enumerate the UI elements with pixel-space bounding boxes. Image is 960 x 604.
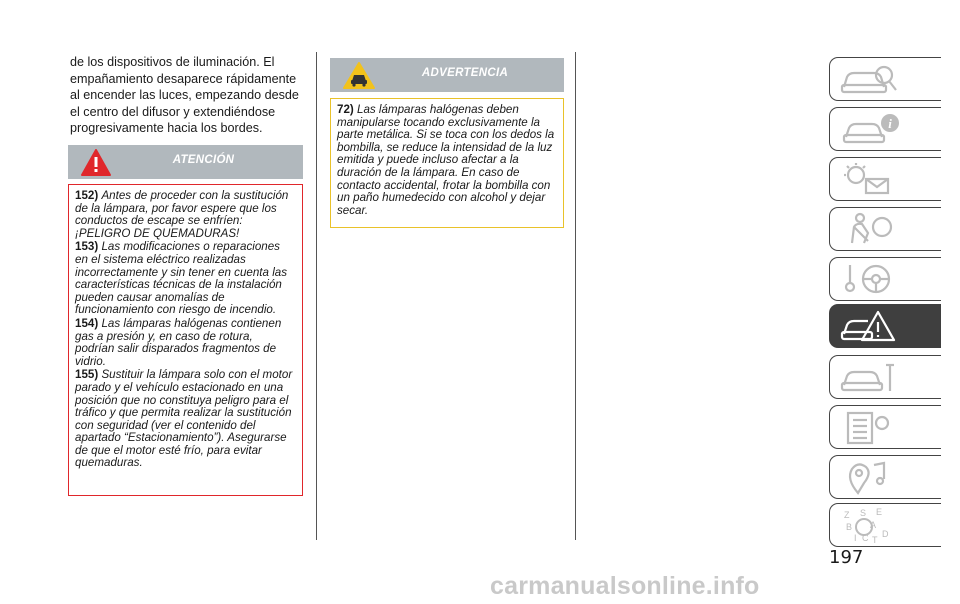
note-text: Las lámparas halógenas contienen gas a presión y, en caso de rotura, podrían salir disparados fragmentos de vidrio. (75, 316, 282, 368)
svg-text:E: E (876, 507, 883, 517)
chapter-tab-starting-driving[interactable] (829, 257, 941, 301)
car-maintenance-icon (838, 359, 908, 397)
tech-specs-icon (838, 409, 908, 447)
svg-text:S: S (860, 508, 867, 518)
attention-body (68, 184, 303, 496)
svg-text:I: I (854, 533, 857, 543)
chapter-tab-getting-to-know[interactable] (829, 57, 941, 101)
note-number: 153) (75, 240, 99, 254)
column-divider-1 (316, 52, 317, 540)
attention-note (75, 241, 294, 317)
note-number: 154) (75, 316, 99, 330)
attention-header (68, 145, 303, 179)
alphabetical-index-icon (838, 507, 908, 545)
svg-text:A: A (870, 520, 877, 530)
multimedia-icon (838, 459, 908, 497)
page-number: 197 (829, 547, 864, 568)
car-emergency-icon (838, 308, 908, 346)
warning-note (337, 104, 555, 217)
chapter-tab-warning-lights[interactable] (829, 157, 941, 201)
chapter-tab-emergency[interactable] (829, 304, 941, 348)
car-search-icon (838, 61, 908, 99)
svg-text:B: B (846, 522, 853, 532)
note-number: 72) (337, 103, 354, 116)
key-steering-icon (838, 261, 908, 299)
attention-note (75, 318, 294, 368)
svg-text:C: C (862, 533, 869, 543)
warning-body (330, 98, 564, 228)
svg-text:T: T (872, 535, 878, 545)
warning-header (330, 58, 564, 92)
attention-note (75, 190, 294, 240)
watermark-text: carmanualsonline.info (490, 572, 760, 600)
chapter-tab-index[interactable] (829, 503, 941, 547)
column-divider-2 (575, 52, 576, 540)
svg-text:Z: Z (844, 510, 850, 520)
svg-text:D: D (882, 529, 889, 539)
note-text: Sustituir la lámpara solo con el motor parado y el vehículo estacionado en una posición que no constituya peligro para el tráfico y que permita realizar la sustitución con seguridad (ver el contenido del apartado “Estacionamiento”). Asegurarse de que el motor esté frío, para evitar quemaduras. (75, 368, 293, 470)
note-text: Antes de proceder con la sustitución de la lámpara, por favor espere que los conductos de escape se enfríen: ¡PELIGRO DE QUEMADURAS! (75, 189, 289, 240)
car-info-icon (838, 111, 908, 149)
chapter-tab-technical-data[interactable] (829, 405, 941, 449)
note-text: Las modificaciones o reparaciones en el sistema eléctrico realizadas incorrectamente y sin tener en cuenta las características técnicas de la instalación pueden causar anomalías de funcionamiento con riesgo de incendio. (75, 240, 288, 317)
chapter-tab-safety[interactable] (829, 207, 941, 251)
attention-note (75, 369, 294, 470)
svg-text:i: i (888, 116, 892, 131)
note-text: Las lámparas halógenas deben manipularse tocando exclusivamente la parte metálica. Si se toca con los dedos la bombilla, se reduce la intensidad de la luz emitida y puede incluso afectar a la duración de la lámpara. En caso de contacto accidental, frotar la bombilla con un paño humedecido con alcohol y dejar secar. (337, 103, 555, 217)
chapter-tab-maintenance[interactable] (829, 355, 941, 399)
seatbelt-airbag-icon (838, 211, 908, 249)
note-number: 155) (75, 368, 99, 382)
chapter-tab-multimedia[interactable] (829, 455, 941, 499)
intro-paragraph: de los dispositivos de iluminación. El empañamiento desaparece rápidamente al encender las luces, empezando desde el centro del difusor y extendiéndose progresivamente hacia los bordes. (70, 55, 299, 136)
warning-lights-icon (838, 161, 908, 199)
chapter-tab-dashboard[interactable] (829, 107, 941, 151)
note-number: 152) (75, 189, 99, 202)
warning-title: ADVERTENCIA (421, 67, 509, 79)
attention-title: ATENCIÓN (172, 154, 235, 166)
